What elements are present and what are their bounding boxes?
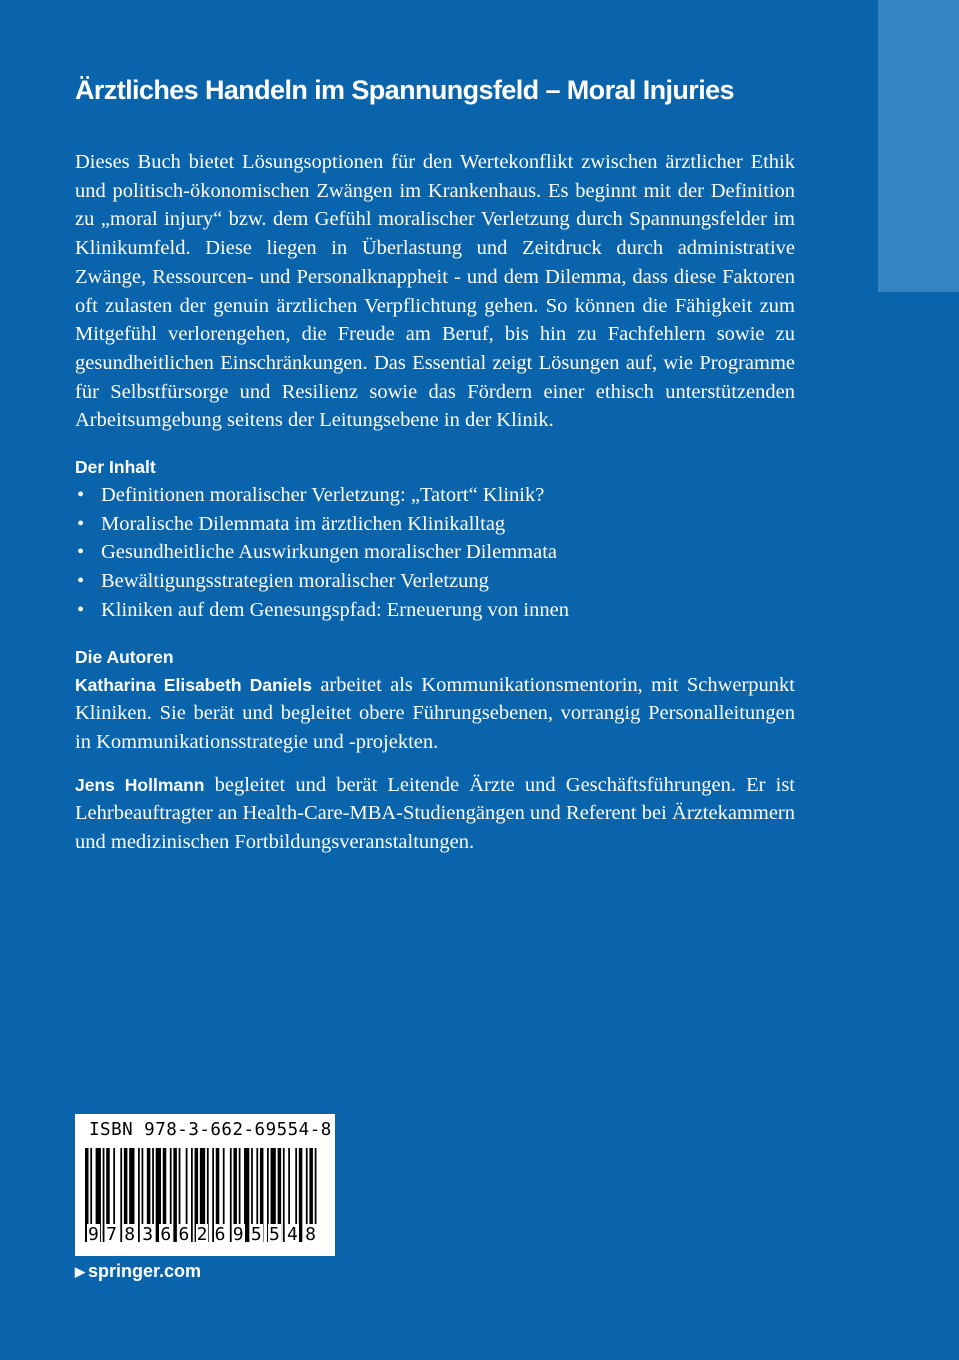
authors-heading: Die Autoren <box>75 646 174 667</box>
list-item-text: Moralische Dilemmata im ärztlichen Klinikalltag <box>101 512 506 535</box>
ean-digit: 7 <box>105 1224 118 1250</box>
list-item-text: Bewältigungsstrategien moralischer Verletzung <box>101 570 489 593</box>
list-item <box>75 596 795 625</box>
list-item <box>75 538 795 567</box>
ean-digit: 3 <box>141 1224 154 1250</box>
side-color-band <box>878 0 959 292</box>
author-name: Katharina Elisabeth Daniels <box>75 674 312 695</box>
ean-digit: 9 <box>232 1224 245 1250</box>
author-name: Jens Hollmann <box>75 774 205 795</box>
list-item-text: Gesundheitliche Auswirkungen moralischer Dilemmata <box>101 541 558 564</box>
arrow-icon: ▶ <box>75 1263 85 1279</box>
list-item <box>75 567 795 596</box>
ean-digit: 4 <box>286 1224 299 1250</box>
publisher-link[interactable] <box>75 1261 201 1282</box>
back-cover-content <box>75 70 795 857</box>
author-bio <box>75 771 795 857</box>
author-bio <box>75 671 795 757</box>
isbn-barcode <box>75 1114 335 1256</box>
ean-digit: 6 <box>177 1224 190 1250</box>
list-item <box>75 481 795 510</box>
ean-digit: 2 <box>196 1224 209 1250</box>
bullet-marker: • <box>77 598 85 621</box>
contents-heading: Der Inhalt <box>75 457 156 478</box>
book-title: Ärztliches Handeln im Spannungsfeld – Moral Injuries <box>75 75 734 105</box>
ean-digit: 5 <box>250 1224 263 1250</box>
ean-digit: 6 <box>214 1224 227 1250</box>
author-bio-text: begleitet und berät Leitende Ärzte und Geschäftsführungen. Er ist Lehrbeauftragter an Health-Care-MBA-Studiengängen und Referent bei Ärztekammern und medizinischen Fortbildungsveranstaltungen. <box>75 773 795 854</box>
publisher-url: springer.com <box>88 1261 202 1281</box>
bullet-marker: • <box>77 570 85 593</box>
list-item-text: Definitionen moralischer Verletzung: „Tatort“ Klinik? <box>101 484 545 507</box>
ean-digit: 9 <box>87 1224 100 1250</box>
isbn-number: ISBN 978-3-662-69554-8 <box>89 1120 332 1140</box>
ean-digit: 6 <box>159 1224 172 1250</box>
ean-digits <box>87 1224 317 1250</box>
ean-digit: 8 <box>304 1224 317 1250</box>
author-bio-text: arbeitet als Kommunikationsmentorin, mit Schwerpunkt Kliniken. Sie berät und begleitet obere Führungsebenen, vorrangig Personalleitungen in Kommunikationsstrategie und -projekten. <box>75 673 795 753</box>
list-item <box>75 510 795 539</box>
list-item-text: Kliniken auf dem Genesungspfad: Erneuerung von innen <box>101 598 569 621</box>
book-description: Dieses Buch bietet Lösungsoptionen für den Wertekonflikt zwischen ärztlicher Ethik und politisch-ökonomischen Zwängen im Krankenhaus. Es beginnt mit der Definition zu „moral injury“ bzw. dem Gefühl moralischer Verletzung durch Spannungsfelder im Klinikumfeld. Diese liegen in Überlastung und Zeitdruck durch administrative Zwänge, Ressourcen- und Personalknappheit - und dem Dilemma, dass diese Faktoren oft zulasten der genuin ärztlichen Verpflichtung gehen. So können die Fähigkeit zum Mitgefühl verlorengehen, die Freude am Beruf, bis hin zu Fachfehlern sowie zu gesundheitlichen Einschränkungen. Das Essential zeigt Lösungen auf, wie Programme für Selbstfürsorge und Resilienz sowie das Fördern einer ethisch unterstützenden Arbeitsumgebung seitens der Leitungsebene in der Klinik. <box>75 151 795 432</box>
ean-digit: 5 <box>268 1224 281 1250</box>
bullet-marker: • <box>77 541 85 564</box>
bullet-marker: • <box>77 512 85 535</box>
contents-list <box>75 481 795 625</box>
ean-digit: 8 <box>123 1224 136 1250</box>
bullet-marker: • <box>77 484 85 507</box>
